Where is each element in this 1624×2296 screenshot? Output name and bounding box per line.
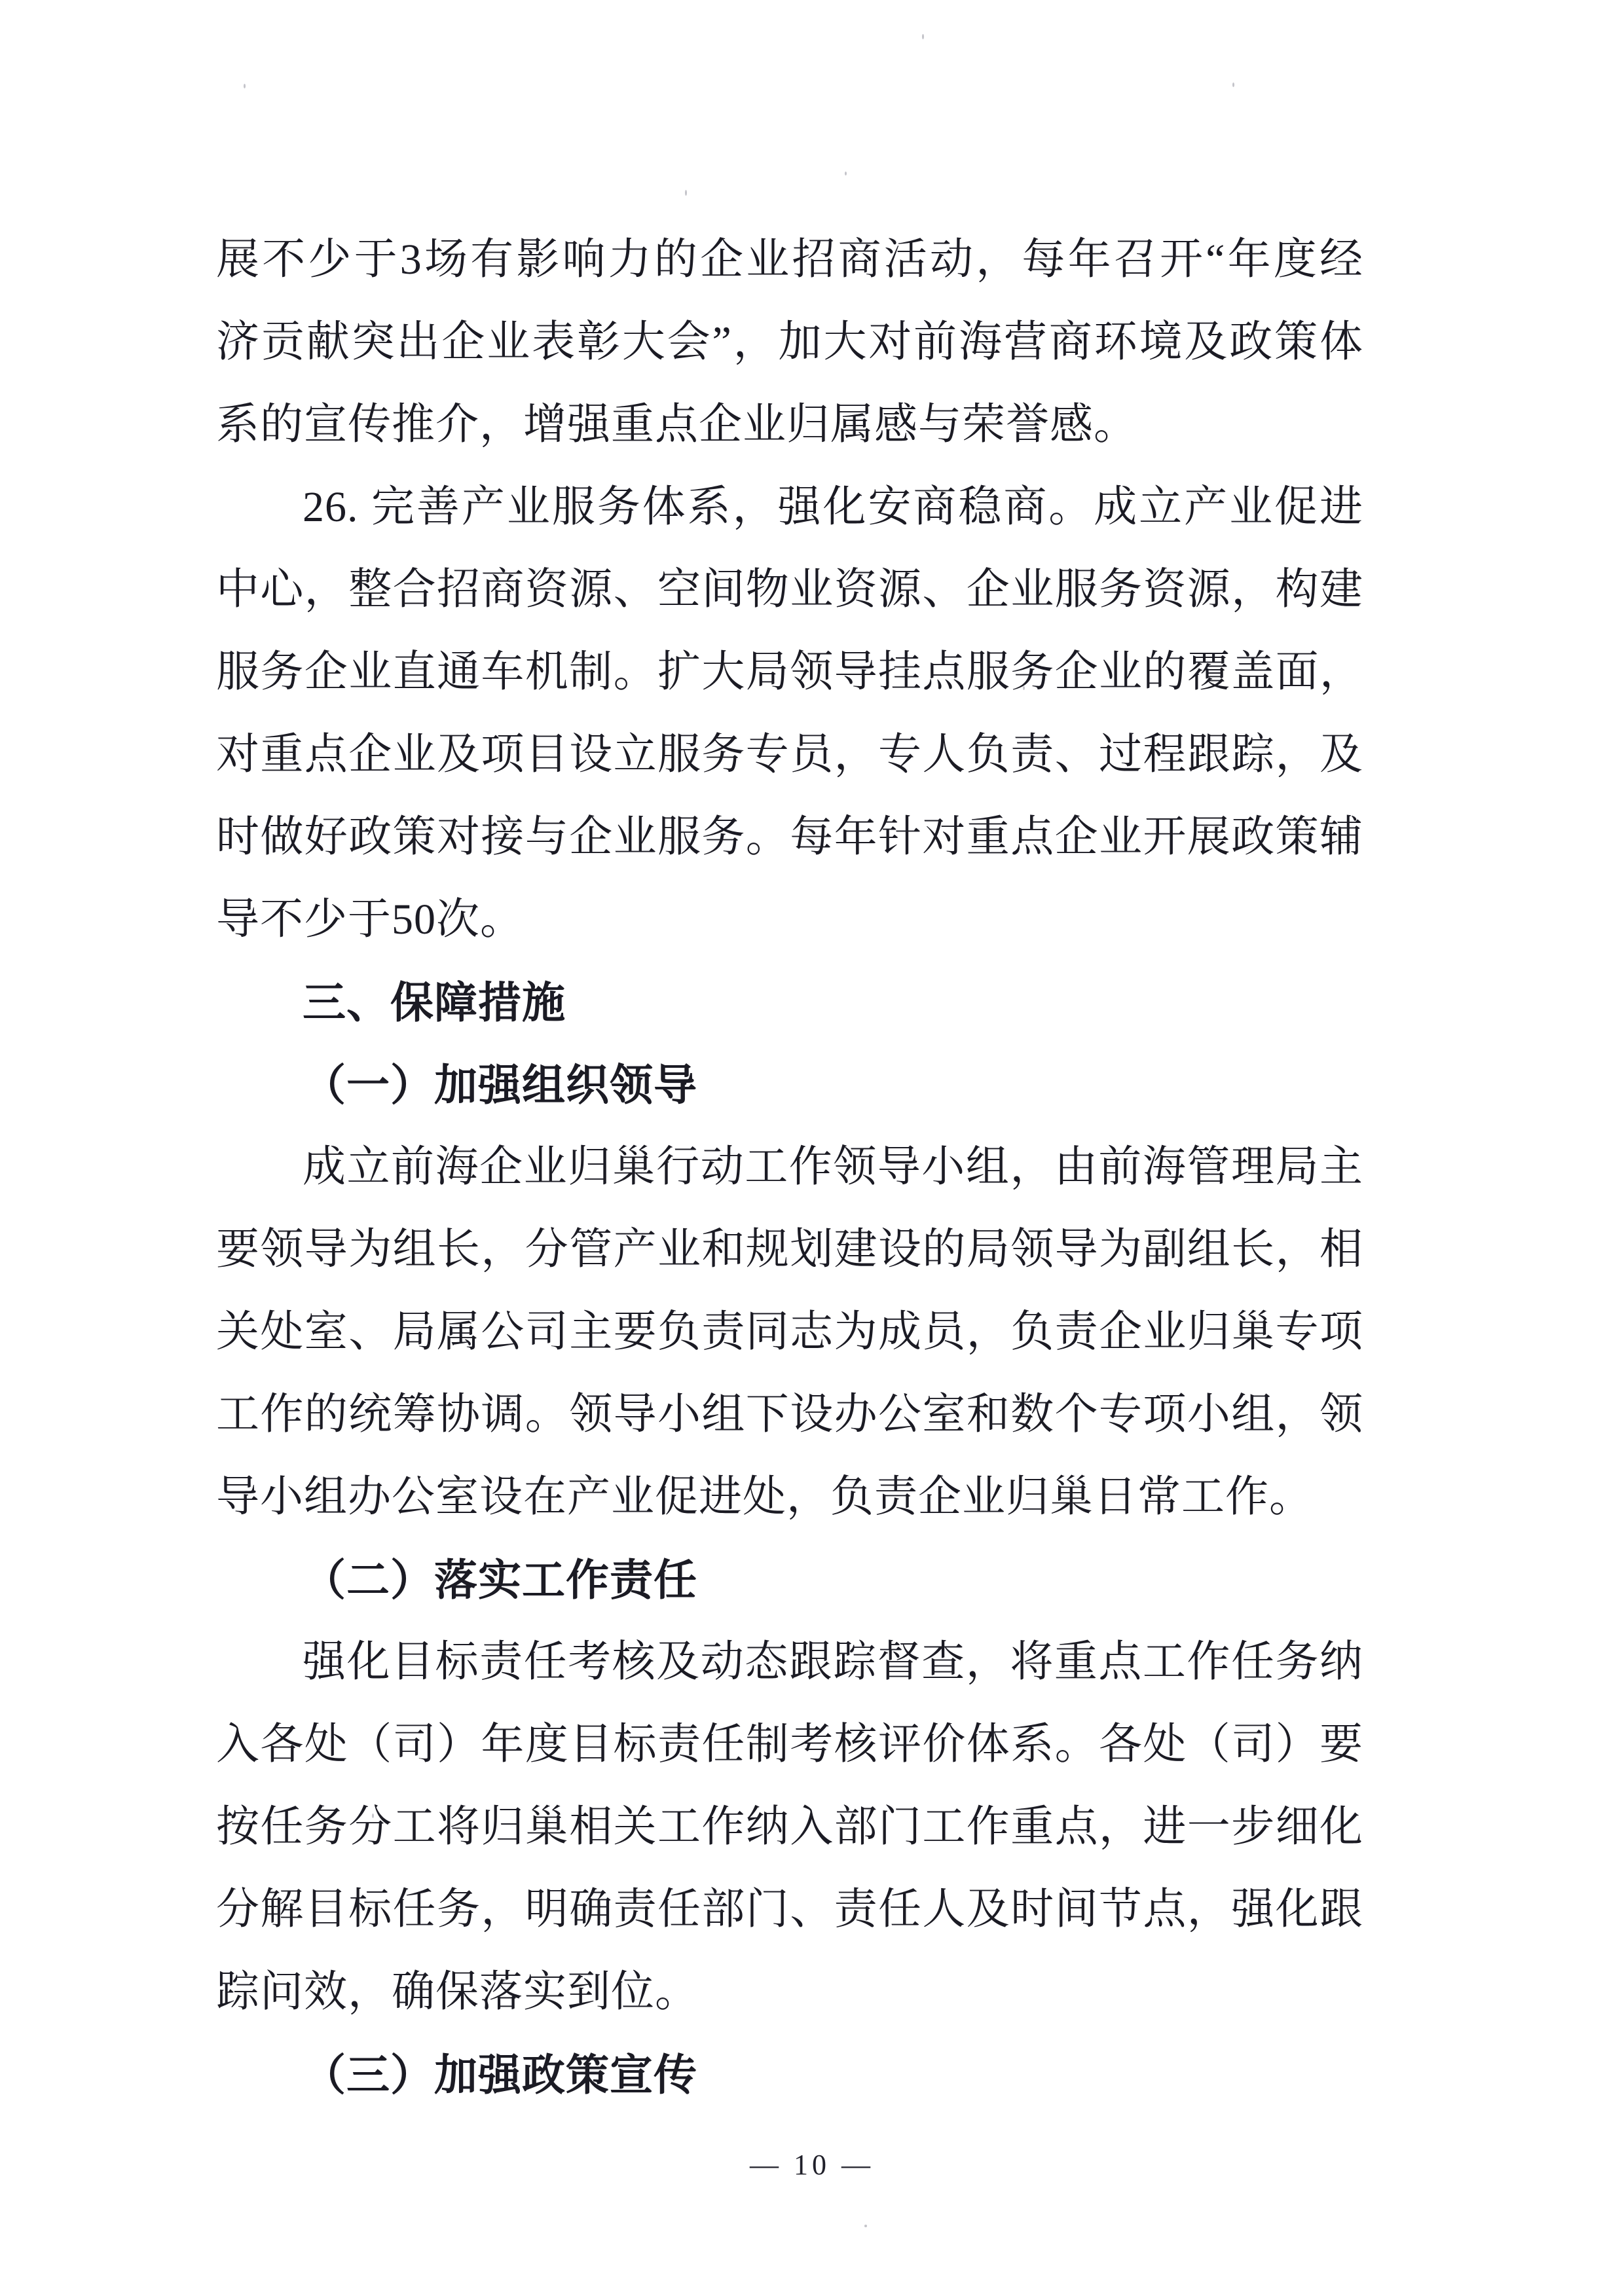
body-line: 济贡献突出企业表彰大会”，加大对前海营商环境及政策体 (216, 318, 1363, 366)
subsection-heading: （三）加强政策宣传 (303, 2049, 697, 2100)
subsection-heading: （一）加强组织领导 (303, 1059, 697, 1110)
subsection-heading: （二）落实工作责任 (303, 1554, 697, 1605)
noise-speck (1232, 82, 1234, 87)
noise-speck (244, 84, 246, 88)
body-line: 26. 完善产业服务体系，强化安商稳商。成立产业促进 (303, 483, 1363, 531)
body-line: 按任务分工将归巢相关工作纳入部门工作重点，进一步细化 (216, 1803, 1363, 1851)
body-line: 工作的统筹协调。领导小组下设办公室和数个专项小组，领 (216, 1391, 1363, 1438)
body-line: 中心，整合招商资源、空间物业资源、企业服务资源，构建 (216, 566, 1363, 613)
document-body (216, 219, 1363, 2116)
body-line: 导小组办公室设在产业促进处，负责企业归巢日常工作。 (216, 1473, 1313, 1521)
body-line: 入各处（司）年度目标责任制考核评价体系。各处（司）要 (216, 1721, 1363, 1768)
noise-speck (864, 2225, 867, 2227)
body-line: 成立前海企业归巢行动工作领导小组，由前海管理局主 (303, 1143, 1363, 1191)
body-line: 系的宣传推介，增强重点企业归属感与荣誉感。 (216, 401, 1137, 448)
body-line: 导不少于50次。 (216, 896, 524, 943)
noise-speck (845, 172, 847, 175)
noise-speck (922, 34, 924, 39)
body-line: 要领导为组长，分管产业和规划建设的局领导为副组长，相 (216, 1226, 1363, 1273)
body-line: 时做好政策对接与企业服务。每年针对重点企业开展政策辅 (216, 813, 1363, 861)
noise-speck (685, 190, 687, 196)
body-line: 分解目标任务，明确责任部门、责任人及时间节点，强化跟 (216, 1886, 1363, 1933)
body-line: 强化目标责任考核及动态跟踪督查，将重点工作任务纳 (303, 1638, 1363, 1686)
body-line: 服务企业直通车机制。扩大局领导挂点服务企业的覆盖面， (216, 648, 1363, 696)
section-heading: 三、保障措施 (303, 978, 566, 1027)
body-line: 踪问效，确保落实到位。 (216, 1968, 699, 2016)
body-line: 对重点企业及项目设立服务专员，专人负责、过程跟踪，及 (216, 731, 1363, 778)
body-line: 展不少于3场有影响力的企业招商活动，每年召开“年度经 (216, 236, 1363, 283)
body-line: 关处室、局属公司主要负责同志为成员，负责企业归巢专项 (216, 1308, 1363, 1356)
page-number: — 10 — (750, 2149, 874, 2181)
